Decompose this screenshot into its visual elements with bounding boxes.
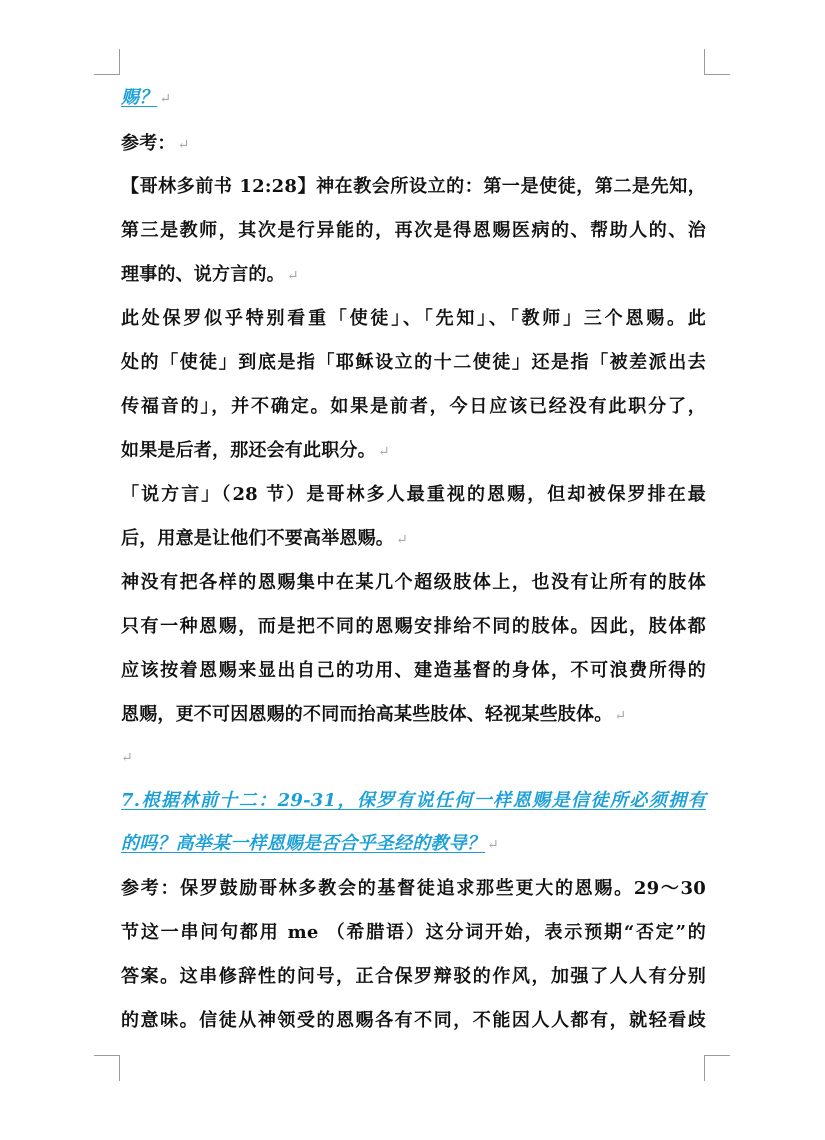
question-heading-end: 赐？ ↵ <box>121 86 171 111</box>
paragraph-mark-icon: ↵ <box>286 268 299 284</box>
empty-line <box>121 745 133 770</box>
body-line: 参考：保罗鼓励哥林多教会的基督徒追求那些更大的恩赐。29～30 <box>121 878 706 899</box>
body-line: 「说方言」（28 节）是哥林多人最重视的恩赐，但却被保罗排在最 <box>121 484 706 505</box>
body-line: 节这一串问句都用 me （希腊语）这分词开始，表示预期“否定”的 <box>121 922 706 943</box>
crop-mark-top-left-h <box>94 74 120 75</box>
paragraph-mark-icon: ↵ <box>159 91 172 107</box>
crop-mark-top-left-v <box>119 49 120 75</box>
crop-mark-bottom-right-h <box>704 1055 730 1056</box>
crop-mark-top-right-h <box>704 74 730 75</box>
question-7-heading: 的吗？高举某一样恩赐是否合乎圣经的教导？ ↵ <box>121 832 499 857</box>
body-line: 神没有把各样的恩赐集中在某几个超级肢体上，也没有让所有的肢体 <box>121 572 706 593</box>
crop-mark-bottom-left-v <box>119 1055 120 1081</box>
paragraph-mark-icon: ↵ <box>487 837 499 853</box>
question-7-heading: 7.根据林前十二：29-31，保罗有说任何一样恩赐是信徒所必须拥有 <box>121 790 706 811</box>
paragraph-mark-icon: ↵ <box>614 708 627 724</box>
crop-mark-bottom-right-v <box>704 1055 705 1081</box>
paragraph-mark-icon: ↵ <box>121 750 133 766</box>
body-line: 此处保罗似乎特别看重「使徒」、「先知」、「教师」三个恩赐。此 <box>121 308 706 329</box>
body-line: 第三是教师，其次是行异能的，再次是得恩赐医病的、帮助人的、治 <box>121 220 706 241</box>
paragraph-mark-icon: ↵ <box>377 444 390 460</box>
crop-mark-bottom-left-h <box>94 1055 120 1056</box>
body-line: 应该按着恩赐来显出自己的功用、建造基督的身体，不可浪费所得的 <box>121 660 706 681</box>
reference-label: 参考： ↵ <box>121 132 190 157</box>
body-line: 只有一种恩赐，而是把不同的恩赐安排给不同的肢体。因此，肢体都 <box>121 616 706 637</box>
body-line: 理事的、说方言的。 ↵ <box>121 263 299 288</box>
crop-mark-top-right-v <box>704 49 705 75</box>
body-line: 答案。这串修辞性的问号，正合保罗辩驳的作风，加强了人人有分别 <box>121 966 706 987</box>
body-line: 处的「使徒」到底是指「耶稣设立的十二使徒」还是指「被差派出去 <box>121 352 706 373</box>
paragraph-mark-icon: ↵ <box>177 137 190 153</box>
body-line: 如果是后者，那还会有此职分。 ↵ <box>121 439 390 464</box>
body-line: 后，用意是让他们不要高举恩赐。 ↵ <box>121 527 408 552</box>
paragraph-mark-icon: ↵ <box>396 532 408 548</box>
body-line: 恩赐，更不可因恩赐的不同而抬高某些肢体、轻视某些肢体。 ↵ <box>121 703 626 728</box>
body-line: 的意味。信徒从神领受的恩赐各有不同，不能因人人都有，就轻看歧 <box>121 1010 706 1031</box>
body-line: 【哥林多前书 12:28】神在教会所设立的：第一是使徒，第二是先知， <box>121 176 706 197</box>
body-line: 传福音的」，并不确定。如果是前者，今日应该已经没有此职分了， <box>121 396 706 417</box>
